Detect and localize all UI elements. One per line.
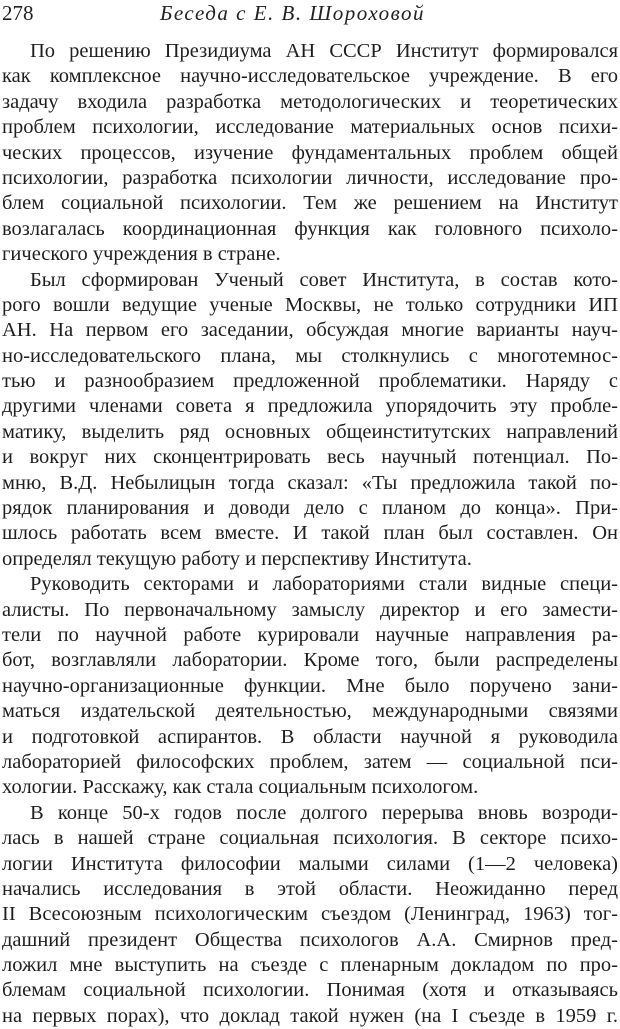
text-line: начались исследования в этой области. Неожиданно перед xyxy=(2,877,618,900)
text-line: психологии, разработка психологии личности, исследование про- xyxy=(2,166,618,189)
text-line: рядок планирования и доводи дело с планом до конца». При- xyxy=(2,497,618,520)
page-header xyxy=(0,0,620,34)
text-line: хологии. Расскажу, как стала социальным психологом. xyxy=(2,776,479,799)
body-text xyxy=(2,39,618,1029)
text-line: логии Института философии малыми силами (1—2 человека) xyxy=(2,852,618,875)
text-line: бот, возглавляли лаборатории. Кроме того, были распределены xyxy=(2,649,618,672)
text-line: проблем психологии, исследование материальных основ психи- xyxy=(2,116,618,139)
text-line: гического учреждения в стране. xyxy=(2,243,281,266)
text-line: мню, В.Д. Небылицын тогда сказал: «Ты предложила такой по- xyxy=(2,471,618,494)
text-line: тью и разнообразием предложенной проблематики. Наряду с xyxy=(2,370,618,393)
running-head: Беседа с Е. В. Шороховой xyxy=(160,1,425,25)
text-line: рого вошли ведущие ученые Москвы, не только сотрудники ИП xyxy=(2,293,618,316)
paragraph xyxy=(2,268,618,573)
text-line: задачу входила разработка методологических и теоретических xyxy=(2,90,618,113)
text-line: как комплексное научно-исследовательское учреждение. В его xyxy=(2,65,618,88)
text-line: Руководить секторами и лабораториями стали видные специ- xyxy=(30,573,618,596)
text-line: По решению Президиума АН СССР Институт формировался xyxy=(30,40,618,62)
text-line: II Всесоюзным психологическим съездом (Ленинград, 1963) тог- xyxy=(2,903,618,926)
text-line: но-исследовательского плана, мы столкнулись с многотемнос- xyxy=(2,344,618,367)
page-number: 278 xyxy=(2,1,34,25)
text-line: Был сформирован Ученый совет Института, в состав кото- xyxy=(30,268,618,291)
text-line: тели по научной работе курировали научные направления ра- xyxy=(2,623,618,646)
text-line: алисты. По первоначальному замыслу директор и его замести- xyxy=(2,598,618,621)
text-line: другими членами совета я предложила упорядочить эту пробле- xyxy=(2,395,618,418)
text-line: определял текущую работу и перспективу Института. xyxy=(2,547,472,570)
paragraph xyxy=(2,39,618,268)
text-line: и подготовкой аспирантов. В области научной я руководила xyxy=(2,725,618,748)
text-line: и вокруг них сконцентрировать весь научный потенциал. По- xyxy=(2,446,618,469)
paragraph xyxy=(2,572,618,801)
text-line: маться издательской деятельностью, международными связями xyxy=(2,700,618,723)
text-line: шлось работать всем вместе. И такой план был составлен. Он xyxy=(2,522,618,545)
text-line: научно-организационные функции. Мне было поручено зани- xyxy=(2,674,618,697)
text-line: лась в нашей стране социальная психология. В секторе психо- xyxy=(2,827,618,850)
text-line: дашний президент Общества психологов А.А. Смирнов пред- xyxy=(2,928,618,951)
text-line: на первых порах), что доклад такой нужен (на I съезде в 1959 г. xyxy=(2,1004,618,1027)
text-line: блем социальной психологии. Тем же решением на Институт xyxy=(2,192,618,215)
text-line: ложил мне выступить на съезде с пленарным докладом по про- xyxy=(2,954,618,977)
text-line: АН. На первом его заседании, обсуждая многие варианты науч- xyxy=(2,319,618,342)
text-line: В конце 50-х годов после долгого перерыва вновь возроди- xyxy=(30,801,618,824)
text-line: лабораторией философских проблем, затем — социальной пси- xyxy=(2,750,618,773)
paragraph xyxy=(2,801,618,1029)
text-line: блемам социальной психологии. Понимая (хотя и отказываясь xyxy=(2,979,618,1002)
text-line: ческих процессов, изучение фундаментальных проблем общей xyxy=(2,141,618,164)
text-line: матику, выделить ряд основных общеинститутских направлений xyxy=(2,420,618,443)
text-line: возлагалась координационная функция как головного психоло- xyxy=(2,217,618,240)
